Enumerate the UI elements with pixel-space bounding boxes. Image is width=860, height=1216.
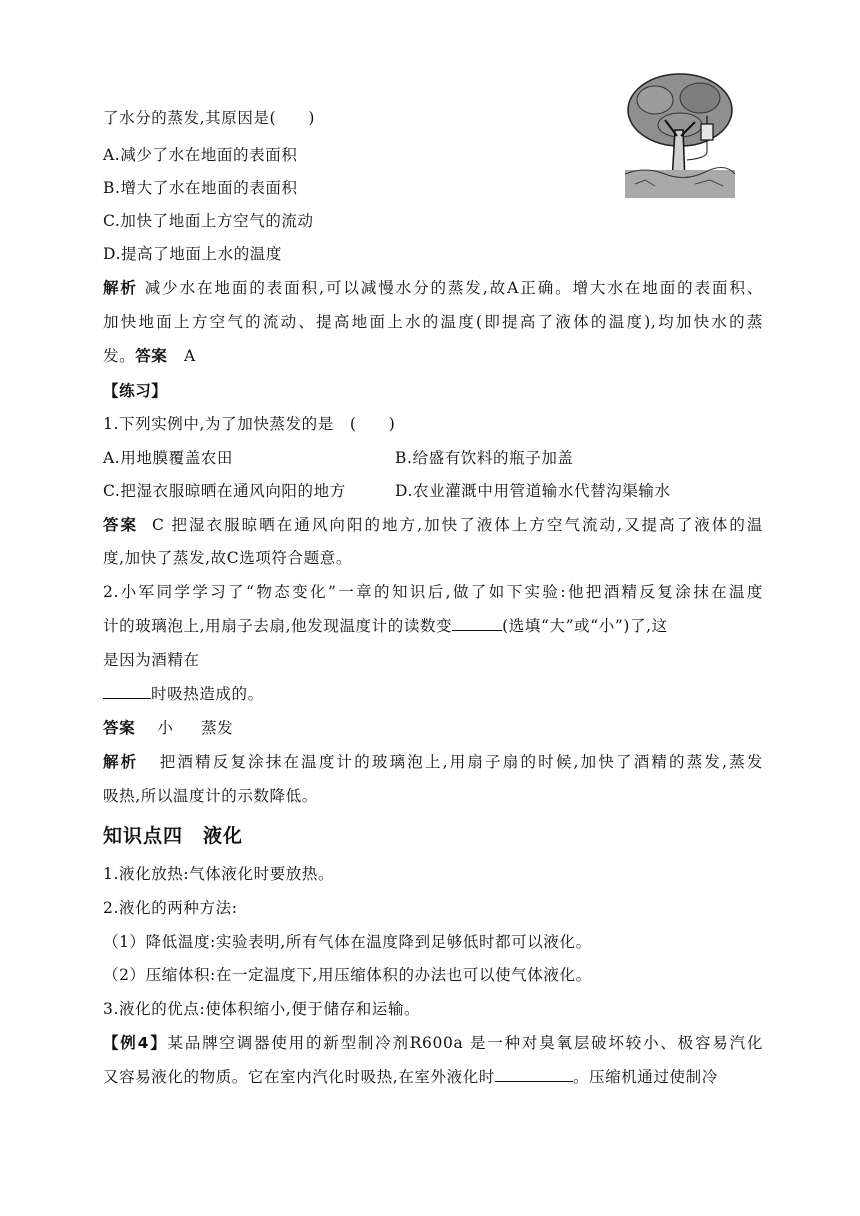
- analysis-text: 减少水在地面的表面积,可以减慢水分的蒸发,故A正确。增大水在地面的表面积、: [144, 279, 764, 297]
- example-text: 。压缩机通过使制冷: [572, 1068, 718, 1086]
- option-b: B.增大了水在地面的表面积: [103, 179, 298, 197]
- analysis-line-2: 加快地面上方空气的流动、提高地面上水的温度(即提高了液体的温度),均加快水的蒸: [103, 313, 763, 331]
- fill-blank-2[interactable]: [103, 684, 151, 699]
- analysis-label: 解析: [103, 753, 139, 771]
- section-item-3: （1）降低温度:实验表明,所有气体在温度降到足够低时都可以液化。: [103, 933, 592, 951]
- answer-label: 答案: [103, 516, 139, 534]
- section-item-4: （2）压缩体积:在一定温度下,用压缩体积的办法也可以使气体液化。: [103, 966, 592, 984]
- answer-label: 答案: [103, 719, 136, 737]
- analysis-label: 解析: [103, 279, 138, 297]
- section-item-1: 1.液化放热:气体液化时要放热。: [103, 865, 335, 883]
- practice1-row-1: [103, 448, 763, 468]
- section-item-2: 2.液化的两种方法:: [103, 899, 238, 917]
- practice2-text: 时吸热造成的。: [151, 685, 264, 703]
- example4-line-2: [103, 1067, 763, 1087]
- answer-value-2: 蒸发: [201, 719, 234, 737]
- analysis-line-3: [103, 346, 763, 366]
- practice2-line-4: [103, 684, 763, 704]
- analysis-line-1: [103, 278, 763, 298]
- analysis-text: 把酒精反复涂抹在温度计的玻璃泡上,用扇子扇的时候,加快了酒精的蒸发,蒸发: [159, 753, 764, 771]
- example-label: 【例4】: [103, 1034, 168, 1052]
- practice1-answer-line-2: 度,加快了蒸发,故C选项符合题意。: [103, 549, 352, 567]
- practice2-analysis-line-2: 吸热,所以温度计的示数降低。: [103, 787, 318, 805]
- answer-value: A: [184, 347, 196, 365]
- practice2-answer: [103, 718, 763, 738]
- example-text: 某品牌空调器使用的新型制冷剂R600a 是一种对臭氧层破坏较小、极容易汽化: [167, 1034, 763, 1052]
- practice1-option-b: B.给盛有饮料的瓶子加盖: [395, 449, 574, 467]
- answer-label: 答案: [135, 347, 168, 365]
- answer-text: C 把湿衣服晾晒在通风向阳的地方,加快了液体上方空气流动,又提高了液体的温: [152, 516, 763, 534]
- fill-blank-3[interactable]: [495, 1067, 573, 1082]
- example-text: 又容易液化的物质。它在室内汽化时吸热,在室外液化时: [103, 1068, 495, 1086]
- practice2-analysis-line-1: [103, 752, 763, 772]
- practice2-line-3: 是因为酒精在: [103, 651, 200, 669]
- section-heading: 知识点四 液化: [103, 825, 244, 847]
- practice1-answer-line-1: [103, 515, 763, 535]
- option-a: A.减少了水在地面的表面积: [103, 146, 298, 164]
- question-stem-tail: 了水分的蒸发,其原因是( ): [103, 109, 316, 127]
- practice2-line-1: 2.小军同学学习了“物态变化”一章的知识后,做了如下实验:他把酒精反复涂抹在温度: [103, 583, 763, 601]
- option-d: D.提高了地面上水的温度: [103, 245, 283, 263]
- practice2-text: 计的玻璃泡上,用扇子去扇,他发现温度计的读数变: [103, 617, 453, 635]
- practice1-row-2: [103, 481, 763, 501]
- option-c: C.加快了地面上方空气的流动: [103, 212, 314, 230]
- practice2-line-2: [103, 616, 763, 636]
- analysis-text: 发。: [103, 347, 136, 365]
- fill-blank-1[interactable]: [452, 616, 502, 631]
- practice-heading: 【练习】: [103, 382, 168, 400]
- practice1-option-a: A.用地膜覆盖农田: [103, 449, 234, 467]
- practice2-text: (选填“大”或“小”)了,这: [502, 617, 668, 635]
- practice1-option-c: C.把湿衣服晾晒在通风向阳的地方: [103, 482, 346, 500]
- section-item-5: 3.液化的优点:使体积缩小,便于储存和运输。: [103, 1000, 421, 1018]
- answer-value-1: 小: [157, 719, 174, 737]
- practice1-stem: 1.下列实例中,为了加快蒸发的是 ( ): [103, 415, 396, 433]
- example4-line-1: [103, 1033, 763, 1053]
- practice1-option-d: D.农业灌溉中用管道输水代替沟渠输水: [395, 482, 671, 500]
